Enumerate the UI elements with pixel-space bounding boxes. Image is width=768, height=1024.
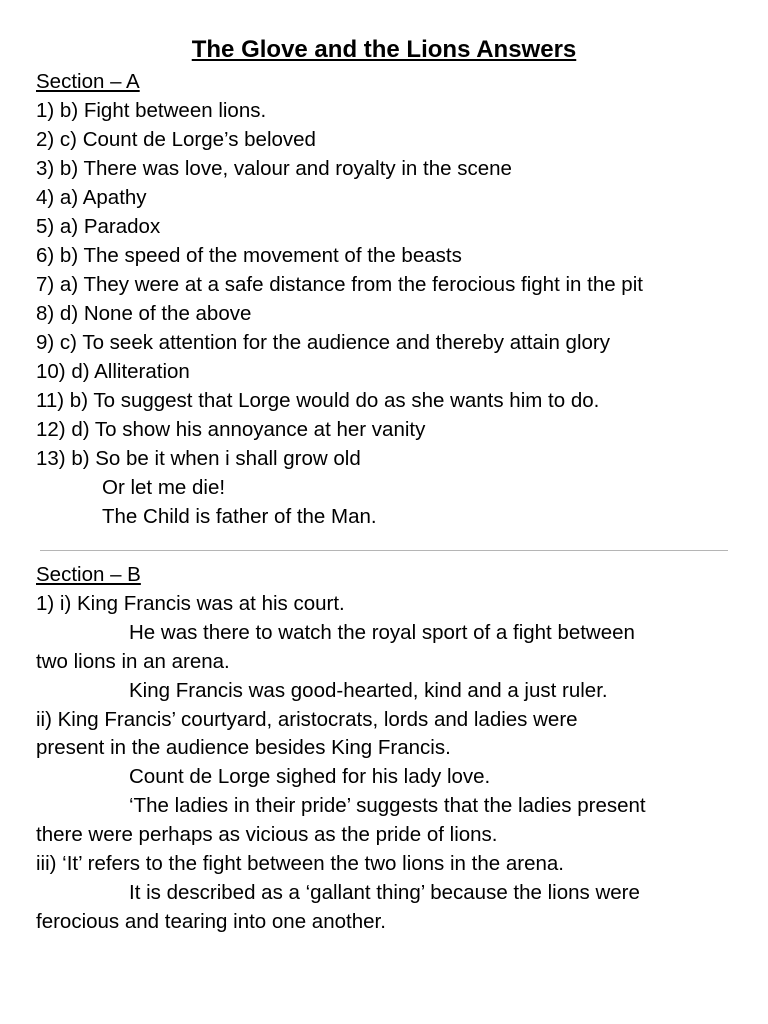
answer-line: 13) b) So be it when i shall grow old xyxy=(36,447,361,470)
poem-line: Or let me die! xyxy=(102,476,226,499)
page-title: The Glove and the Lions Answers xyxy=(191,36,577,63)
answer-line: 2) c) Count de Lorge’s beloved xyxy=(36,128,316,151)
answer-line: 10) d) Alliteration xyxy=(36,360,190,383)
answer-line: 11) b) To suggest that Lorge would do as she wants him to do. xyxy=(36,389,600,412)
answer-line: 1) b) Fight between lions. xyxy=(36,99,267,122)
answer-line: 1) i) King Francis was at his court. xyxy=(36,592,345,615)
answer-line: ferocious and tearing into one another. xyxy=(36,910,386,933)
answer-line: 8) d) None of the above xyxy=(36,302,252,325)
answer-line: 12) d) To show his annoyance at her vanity xyxy=(36,418,426,441)
answer-line: 3) b) There was love, valour and royalty in the scene xyxy=(36,157,512,180)
answer-line: two lions in an arena. xyxy=(36,650,230,673)
answer-line: He was there to watch the royal sport of a fight between xyxy=(129,621,635,644)
answer-line: King Francis was good-hearted, kind and a just ruler. xyxy=(129,679,608,702)
answer-line: 9) c) To seek attention for the audience and thereby attain glory xyxy=(36,331,610,354)
section-divider xyxy=(40,550,728,551)
answer-line: 7) a) They were at a safe distance from the ferocious fight in the pit xyxy=(36,273,643,296)
section-a-heading: Section – A xyxy=(36,70,140,93)
answer-line: Count de Lorge sighed for his lady love. xyxy=(129,765,491,788)
answer-line: present in the audience besides King Francis. xyxy=(36,736,451,759)
answer-line: 4) a) Apathy xyxy=(36,186,147,209)
answer-line: It is described as a ‘gallant thing’ because the lions were xyxy=(129,881,640,904)
section-b-heading: Section – B xyxy=(36,563,141,586)
answer-line: ‘The ladies in their pride’ suggests that the ladies present xyxy=(129,794,646,817)
answer-line: 5) a) Paradox xyxy=(36,215,161,238)
answer-line: 6) b) The speed of the movement of the beasts xyxy=(36,244,462,267)
poem-line: The Child is father of the Man. xyxy=(102,505,377,528)
answer-line: iii) ‘It’ refers to the fight between the two lions in the arena. xyxy=(36,852,564,875)
answer-line: there were perhaps as vicious as the pride of lions. xyxy=(36,823,498,846)
answer-line: ii) King Francis’ courtyard, aristocrats, lords and ladies were xyxy=(36,708,578,731)
